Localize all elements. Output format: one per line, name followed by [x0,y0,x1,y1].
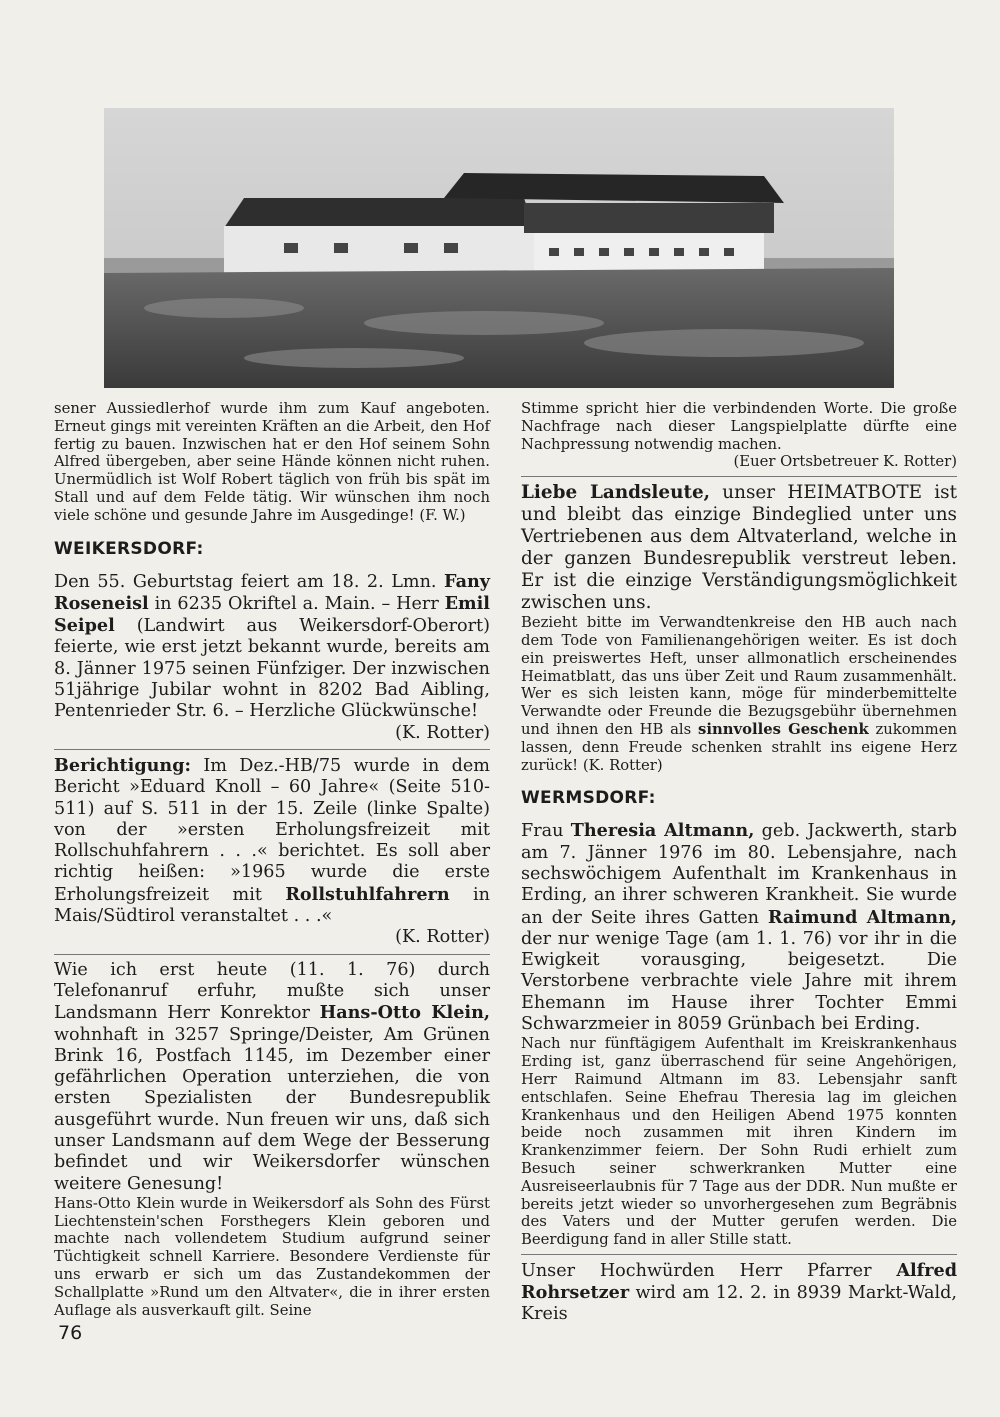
paragraph-stimme: Stimme spricht hier die verbindenden Worte. Die große Nachfrage nach dieser Langspielplatte dürfte eine Nachpressung notwendig machen. [521,400,957,453]
divider [521,476,957,477]
paragraph-pfarrer: Unser Hochwürden Herr Pfarrer Alfred Rohrsetzer wird am 12. 2. in 8939 Markt-Wald, Kreis [521,1259,957,1325]
left-column [54,400,490,1319]
paragraph-berichtigung: Berichtigung: Im Dez.-HB/75 wurde in dem Bericht »Eduard Knoll – 60 Jahre« (Seite 510-511) auf S. 511 in der 15. Zeile (linke Spalte) von der »ersten Erholungsfreizeit mit Rollschuhfahrern . . .« berichtet. Es soll aber richtig heißen: »1965 wurde die erste Erholungsfreizeit mit Rollstuhlfahrern in Mais/Südtirol veranstaltet . . .« [54,754,490,927]
signature-rotter-2: (K. Rotter) [395,927,490,948]
paragraph-liebe-landsleute: Liebe Landsleute, unser HEIMATBOTE ist und bleibt das einzige Bindeglied unter uns Vertriebenen aus dem Altvaterland, welche in der ganzen Bundesrepublik verstreut leben. Er ist die einzige Verständigungsmöglichkeit zwischen uns. [521,482,957,614]
section-heading-weikersdorf: WEIKERSDORF: [54,538,204,559]
signature-rotter-1: (K. Rotter) [395,722,490,743]
paragraph-aussiedlerhof: sener Aussiedlerhof wurde ihm zum Kauf angeboten. Erneut gings mit vereinten Kräften an die Arbeit, den Hof fertig zu bauen. Inzwischen hat er den Hof seinem Sohn Alfred übergeben, aber seine Hände können nicht ruhen. Unermüdlich ist Wolf Robert täglich von früh bis spät im Stall und auf dem Felde tätig. Wir wünschen ihm noch viele schöne und gesunde Jahre im Ausgedinge! (F. W.) [54,400,490,524]
paragraph-theresia-altmann: Frau Theresia Altmann, geb. Jackwerth, starb am 7. Jänner 1976 im 80. Lebensjahre, nach sechswöchigem Aufenthalt im Krankenhaus in Erding, an ihrer schweren Krankheit. Sie wurde an der Seite ihres Gatten Raimund Altmann, der nur wenige Tage (am 1. 1. 76) vor ihr in die Ewigkeit vorausging, beigesetzt. Die Verstorbene verbrachte viele Jahre mit ihrem Ehemann im Hause ihrer Tochter Emmi Schwarzmeier in 8059 Grünbach bei Erding. [521,820,957,1035]
paragraph-raimund-altmann: Nach nur fünftägigem Aufenthalt im Kreiskrankenhaus Erding ist, ganz überraschend für seine Angehörigen, Herr Raimund Altmann im 83. Lebensjahr sanft entschlafen. Seine Ehefrau Theresia lag im gleichen Krankenhaus und den Heiligen Abend 1975 konnten beide noch zusammen mit ihren Kindern im Krankenzimmer feiern. Der Sohn Rudi erhielt zum Besuch seiner schwerkranken Mutter eine Ausreiseerlaubnis für 7 Tage aus der DDR. Nun mußte er bereits jetzt wieder so unvorhergesehen zum Begräbnis des Vaters und der Mutter gerufen werden. Die Beerdigung fand in aller Stille statt. [521,1035,957,1249]
divider [54,749,490,750]
signature-ortsbetreuer: (Euer Ortsbetreuer K. Rotter) [733,453,957,471]
paragraph-klein-operation: Wie ich erst heute (11. 1. 76) durch Telefonanruf erfuhr, mußte sich unser Landsmann Herr Konrektor Hans-Otto Klein, wohnhaft in 3257 Springe/Deister, Am Grünen Brink 16, Postfach 1145, im Dezember einer gefährlichen Operation unterziehen, die von ersten Spezialisten der Bundesrepublik ausgeführt wurde. Nun freuen wir uns, daß sich unser Landsmann auf dem Wege der Besserung befindet und wir Weikersdorfer wünschen weitere Genesung! [54,959,490,1194]
paragraph-geburtstag: Den 55. Geburtstag feiert am 18. 2. Lmn. Fany Roseneisl in 6235 Okriftel a. Main. – Herr Emil Seipel (Landwirt aus Weikersdorf-Oberort) feierte, wie erst jetzt bekannt wurde, bereits am 8. Jänner 1975 seinen Fünfziger. Der inzwischen 51jährige Jubilar wohnt in 8202 Bad Aibling, Pentenrieder Str. 6. – Herzliche Glückwünsche! [54,570,490,722]
page-number: 76 [58,1322,83,1344]
paragraph-klein-biography: Hans-Otto Klein wurde in Weikersdorf als Sohn des Fürst Liechtenstein'schen Forsthegers Klein geboren und machte nach vollendetem Studium aufgrund seiner Tüchtigkeit schnell Karriere. Besondere Verdienste für uns erwarb er sich um das Zustandekommen der Schallplatte »Rund um den Altvater«, die in ihrer ersten Auflage als ausverkauft gilt. Seine [54,1194,490,1319]
section-heading-wermsdorf: WERMSDORF: [521,788,656,809]
farmhouse-image [104,108,894,388]
divider [54,954,490,955]
farmhouse-photo [104,108,894,388]
divider [521,1254,957,1255]
right-column [521,400,957,1326]
paragraph-bezieht-bitte: Bezieht bitte im Verwandtenkreise den HB auch nach dem Tode von Familienangehörigen weiter. Es ist doch ein preiswertes Heft, unser allmonatlich erscheinendes Heimatblatt, das uns über Zeit und Raum zusammenhält. Wer es sich leisten kann, möge für minderbemittelte Verwandte oder Freunde die Bezugsgebühr übernehmen und ihnen den HB als sinnvolles Geschenk zukommen lassen, denn Freude schenken strahlt ins eigene Herz zurück! (K. Rotter) [521,614,957,774]
